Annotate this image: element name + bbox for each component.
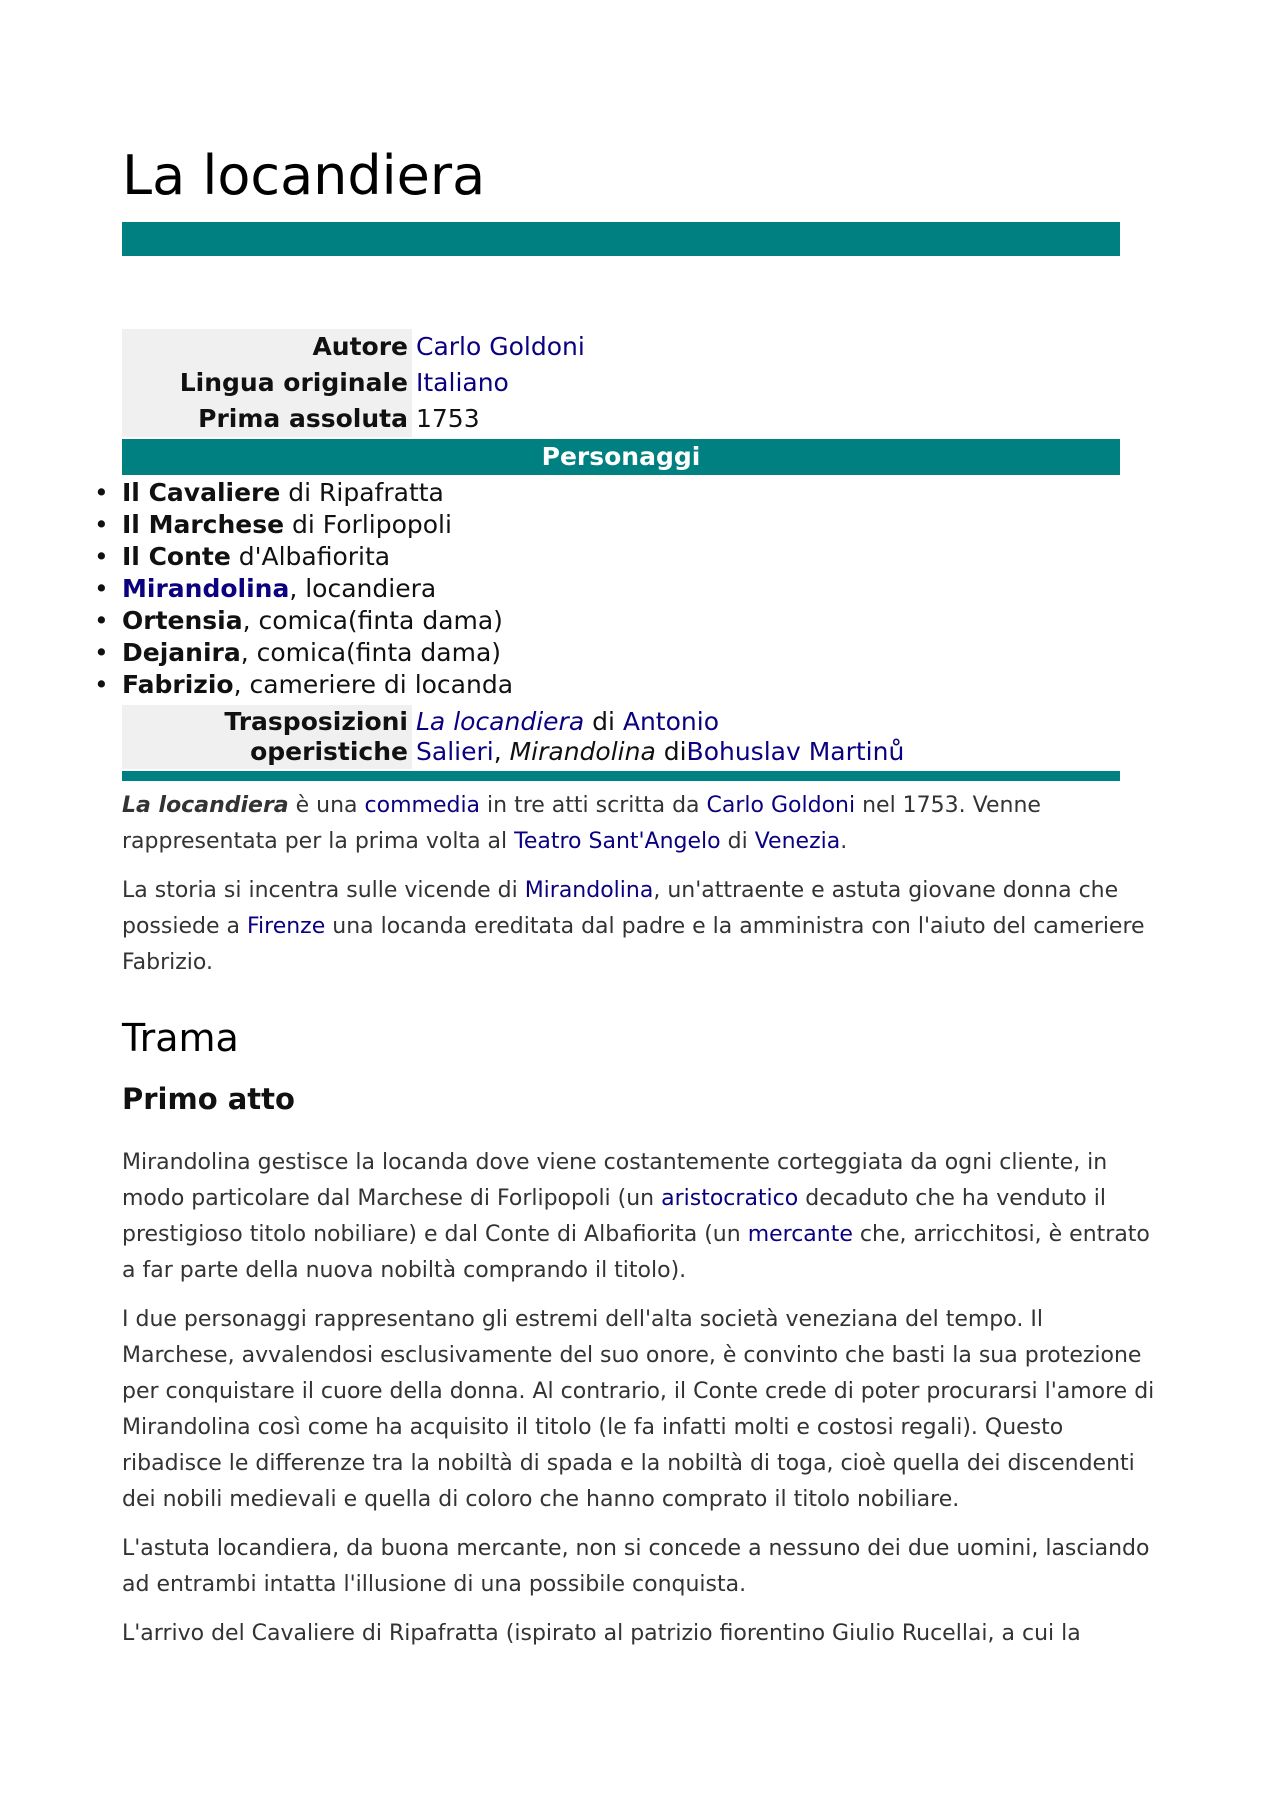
link-mercante[interactable]: mercante xyxy=(747,1222,853,1247)
title-divider xyxy=(122,222,1120,256)
section-heading-trama: Trama xyxy=(122,1016,239,1060)
text: che, arricchitosi, è entrato a far parte della nuova nobiltà comprando il titolo). xyxy=(122,1222,1150,1283)
infobox-label: Autore xyxy=(122,329,412,365)
text: , un'attraente e astuta giovane donna che possiede a xyxy=(122,878,1119,939)
language-link[interactable]: Italiano xyxy=(416,368,509,397)
character-name: Mirandolina xyxy=(122,574,290,603)
character-item xyxy=(122,669,1120,701)
infobox-bottom-bar xyxy=(122,771,1120,781)
intro-paragraph xyxy=(122,873,1162,981)
page-title: La locandiera xyxy=(122,144,486,207)
infobox-label: Prima assoluta xyxy=(122,401,412,437)
text: . xyxy=(840,829,848,854)
link-aristocratico[interactable]: aristocratico xyxy=(661,1186,799,1211)
plot-paragraph xyxy=(122,1145,1162,1289)
link-goldoni[interactable]: Carlo Goldoni xyxy=(706,793,856,818)
composer-part: Antonio xyxy=(622,707,719,736)
character-desc: , cameriere di locanda xyxy=(233,670,514,699)
opera-work-link[interactable] xyxy=(416,707,584,736)
character-desc: , comica(finta dama) xyxy=(242,606,503,635)
character-name: Il Marchese xyxy=(122,510,285,539)
intro-paragraph xyxy=(122,788,1162,860)
text: di xyxy=(655,737,687,766)
plot-paragraph: I due personaggi rappresentano gli estremi dell'alta società veneziana del tempo. Il Marchese, avvalendosi esclusivamente del suo onore, è convinto che basti la sua protezione per conquistare il cuore della donna. Al contrario, il Conte crede di poter procurarsi l'amore di Mirandolina così come ha acquisito il titolo (le fa infatti molti e costosi regali). Questo ribadisce le differenze tra la nobiltà di spada e la nobiltà di toga, cioè quella dei discendenti dei nobili medievali e quella di coloro che hanno comprato il titolo nobiliare. xyxy=(122,1307,1155,1512)
label-line: Trasposizioni xyxy=(224,707,408,736)
infobox xyxy=(122,329,1120,781)
infobox-row-lingua xyxy=(122,365,1120,401)
text: in tre atti scritta da xyxy=(480,793,707,818)
text: La storia si incentra sulle vicende di xyxy=(122,878,525,903)
label-line: operistiche xyxy=(250,737,408,766)
infobox-label: Lingua originale xyxy=(122,365,412,401)
character-name: Il Conte xyxy=(122,542,231,571)
link-commedia[interactable]: commedia xyxy=(364,793,481,818)
work-title: La locandiera xyxy=(122,793,289,818)
text: , xyxy=(493,737,510,766)
character-item xyxy=(122,509,1120,541)
character-name: Dejanira xyxy=(122,638,241,667)
character-item xyxy=(122,541,1120,573)
link-teatro[interactable]: Teatro Sant'Angelo xyxy=(514,829,721,854)
character-desc: di Ripafratta xyxy=(280,478,444,507)
text: decaduto che ha venduto il prestigioso titolo nobiliare) e dal Conte di Albafiorita (un xyxy=(122,1186,1106,1247)
infobox-label-opera xyxy=(122,705,412,769)
infobox-row-autore xyxy=(122,329,1120,365)
infobox-row-opera xyxy=(122,705,1120,769)
opera-value xyxy=(412,705,904,769)
article-body xyxy=(122,788,1162,1665)
plot-paragraph: L'astuta locandiera, da buona mercante, non si concede a nessuno dei due uomini, lasciando ad entrambi intatta l'illusione di una possibile conquista. xyxy=(122,1536,1150,1597)
character-item xyxy=(122,637,1120,669)
character-item xyxy=(122,573,1120,605)
infobox-row-prima xyxy=(122,401,1120,437)
composer-link-martinu[interactable]: Bohuslav Martinů xyxy=(686,737,905,766)
opera-work-title: La locandiera xyxy=(416,707,585,736)
text: è una xyxy=(288,793,365,818)
character-name: Fabrizio xyxy=(122,670,234,699)
character-desc: di Forlipopoli xyxy=(284,510,452,539)
character-link-mirandolina[interactable] xyxy=(122,574,289,603)
text: una locanda ereditata dal padre e la amministra con l'aiuto del cameriere Fabrizio. xyxy=(122,914,1145,975)
character-desc: d'Albafiorita xyxy=(230,542,391,571)
text: di xyxy=(584,707,623,736)
link-firenze[interactable]: Firenze xyxy=(246,914,326,939)
opera-work-title: Mirandolina xyxy=(509,737,656,766)
character-desc: , locandiera xyxy=(289,574,437,603)
characters-header: Personaggi xyxy=(122,439,1120,475)
text: Mirandolina gestisce la locanda dove viene costantemente corteggiata da ogni cliente, in modo particolare dal Marchese di Forlipopoli (un xyxy=(122,1150,1108,1211)
premiere-year: 1753 xyxy=(416,404,480,433)
character-name: Il Cavaliere xyxy=(122,478,281,507)
character-name: Ortensia xyxy=(122,606,243,635)
composer-part: Salieri xyxy=(416,737,494,766)
text: nel 1753. Venne rappresentata per la prima volta al xyxy=(122,793,1041,854)
character-item xyxy=(122,477,1120,509)
author-link[interactable]: Carlo Goldoni xyxy=(416,332,585,361)
plot-paragraph: L'arrivo del Cavaliere di Ripafratta (ispirato al patrizio fiorentino Giulio Rucellai, a cui la xyxy=(122,1621,1081,1646)
link-mirandolina[interactable]: Mirandolina xyxy=(524,878,654,903)
character-desc: , comica(finta dama) xyxy=(240,638,502,667)
characters-list xyxy=(122,477,1120,701)
text: di xyxy=(720,829,755,854)
link-venezia[interactable]: Venezia xyxy=(754,829,841,854)
character-item xyxy=(122,605,1120,637)
subsection-heading-primo-atto: Primo atto xyxy=(122,1082,295,1116)
